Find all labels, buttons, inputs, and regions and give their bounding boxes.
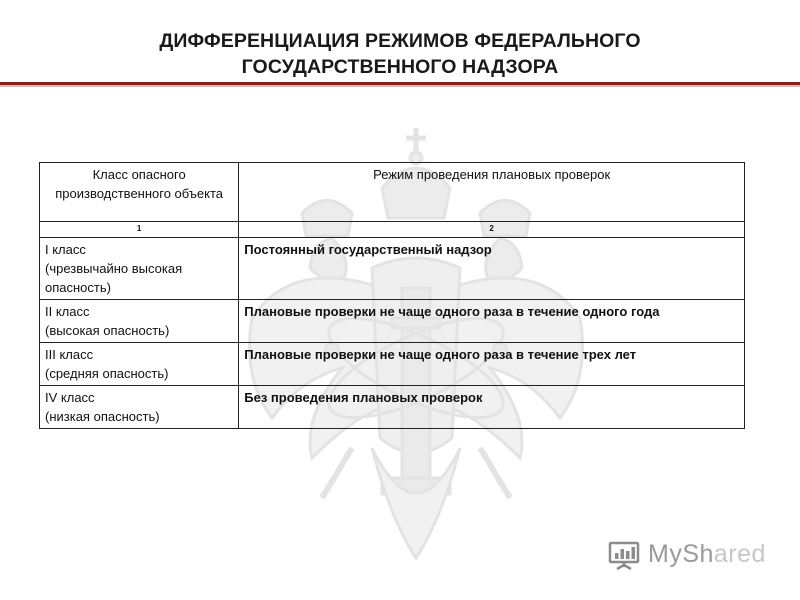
header-inspection-regime: Режим проведения плановых проверок xyxy=(239,163,745,222)
hazard-class-name: IV класс xyxy=(45,390,95,405)
header-hazard-class: Класс опасного производственного объекта xyxy=(40,163,239,222)
column-number-1: 1 xyxy=(40,222,239,238)
hazard-class-description: (средняя опасность) xyxy=(45,366,169,381)
inspection-regime-text: Плановые проверки не чаще одного раза в течение одного года xyxy=(244,304,660,319)
watermark-text-tail: ared xyxy=(713,539,766,568)
inspection-regime-text: Постоянный государственный надзор xyxy=(244,242,492,257)
inspection-regime-cell xyxy=(239,386,745,429)
column-number-row xyxy=(40,222,745,238)
table-row xyxy=(40,238,745,300)
inspection-regime-text: Без проведения плановых проверок xyxy=(244,390,483,405)
watermark-text xyxy=(648,540,766,569)
presentation-board-icon xyxy=(606,536,642,572)
hazard-class-description: (низкая опасность) xyxy=(45,409,160,424)
table-row xyxy=(40,343,745,386)
hazard-class-description: (высокая опасность) xyxy=(45,323,170,338)
table-header-row xyxy=(40,163,745,222)
hazard-class-cell xyxy=(40,300,239,343)
page-title-line-1: ДИФФЕРЕНЦИАЦИЯ РЕЖИМОВ ФЕДЕРАЛЬНОГО xyxy=(159,30,641,52)
inspection-regime-cell xyxy=(239,238,745,300)
inspection-regime-text: Плановые проверки не чаще одного раза в течение трех лет xyxy=(244,347,637,362)
column-number-2: 2 xyxy=(239,222,745,238)
supervision-regimes-table xyxy=(39,162,745,429)
page-title xyxy=(0,28,800,80)
page-title-line-2: ГОСУДАРСТВЕННОГО НАДЗОРА xyxy=(241,56,559,78)
hazard-class-name: I класс xyxy=(45,242,86,257)
table-row xyxy=(40,386,745,429)
hazard-class-cell xyxy=(40,238,239,300)
table-row xyxy=(40,300,745,343)
myshared-watermark xyxy=(606,536,766,572)
hazard-class-name: III класс xyxy=(45,347,94,362)
hazard-class-cell xyxy=(40,386,239,429)
title-divider-shadow xyxy=(0,85,800,87)
hazard-class-cell xyxy=(40,343,239,386)
inspection-regime-cell xyxy=(239,343,745,386)
watermark-text-main: MySh xyxy=(648,539,714,568)
hazard-class-name: II класс xyxy=(45,304,90,319)
supervision-regimes-table-wrapper xyxy=(39,162,745,429)
inspection-regime-cell xyxy=(239,300,745,343)
hazard-class-description: (чрезвычайно высокая опасность) xyxy=(45,261,183,295)
